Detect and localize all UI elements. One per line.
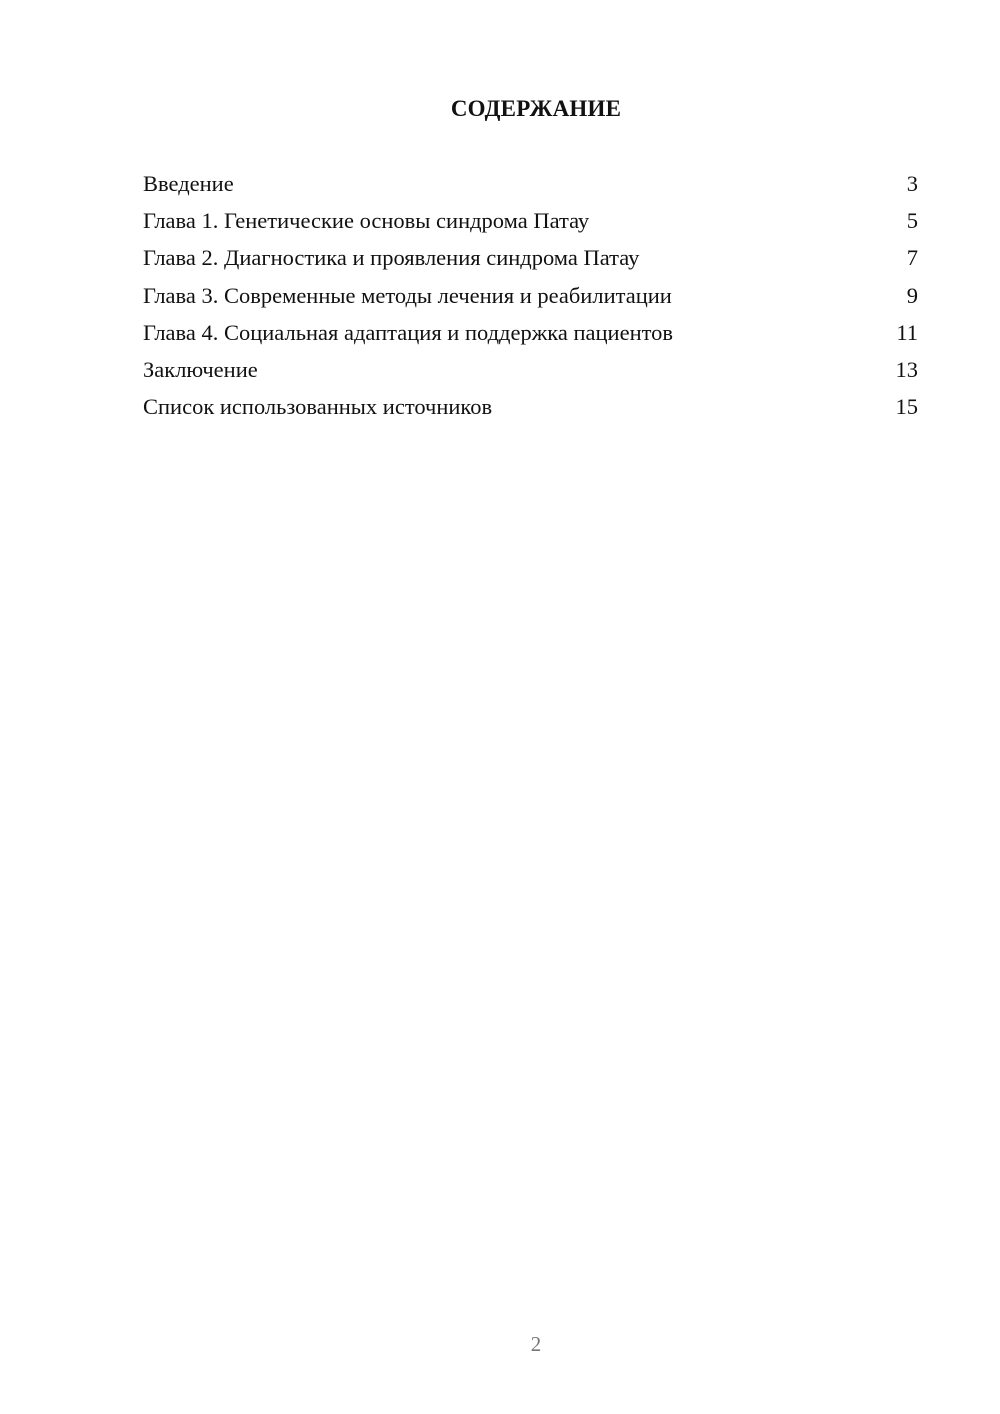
page-number: 2	[530, 1332, 542, 1356]
toc-entry-introduction	[143, 168, 918, 205]
toc-entry-page: 11	[896, 319, 918, 345]
toc-entry-page: 13	[895, 356, 918, 382]
toc-entry-label: Глава 4. Социальная адаптация и поддержка пациентов	[143, 319, 674, 345]
toc-entry-chapter-4	[143, 317, 918, 354]
toc-entry-page: 7	[906, 245, 918, 271]
toc-entry-label: Глава 3. Современные методы лечения и реабилитации	[143, 282, 672, 308]
toc-entry-label: Глава 1. Генетические основы синдрома Патау	[143, 208, 590, 234]
toc-entry-page: 5	[906, 208, 918, 234]
toc-entry-chapter-1	[143, 205, 918, 242]
toc-entry-page: 9	[906, 282, 918, 308]
toc-entry-chapter-3	[143, 280, 918, 317]
toc-entry-conclusion	[143, 354, 918, 391]
toc-entry-label: Введение	[143, 171, 234, 196]
toc-entry-references	[143, 391, 918, 428]
toc-entry-page: 15	[895, 394, 918, 420]
toc-entry-page: 3	[906, 171, 918, 196]
toc-entry-label: Заключение	[143, 356, 258, 382]
table-of-contents	[143, 168, 918, 428]
page-title: СОДЕРЖАНИЕ	[450, 96, 622, 121]
toc-entry-chapter-2	[143, 242, 918, 279]
toc-entry-label: Список использованных источников	[143, 394, 493, 420]
toc-entry-label: Глава 2. Диагностика и проявления синдрома Патау	[143, 245, 640, 271]
